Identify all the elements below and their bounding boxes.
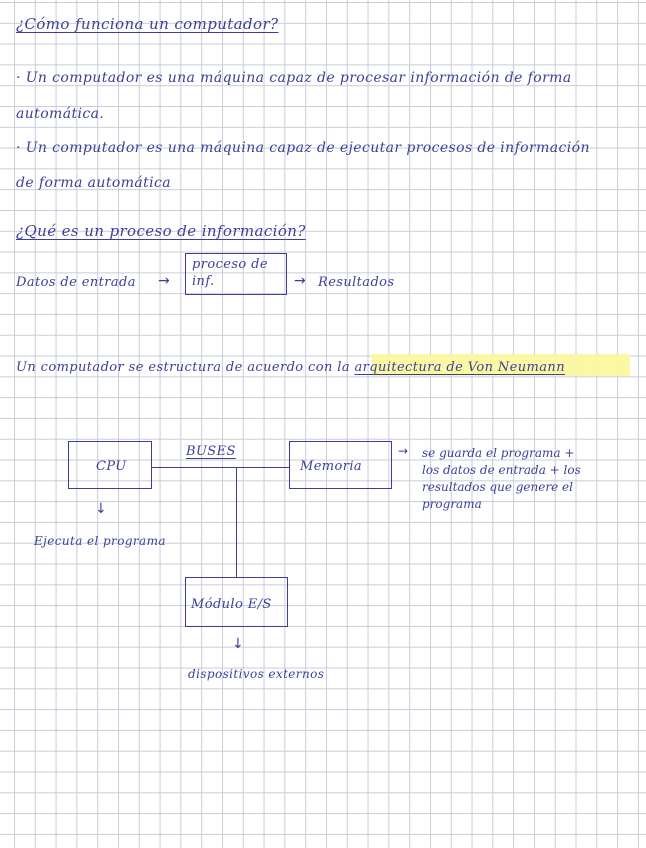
cpu-label: CPU bbox=[96, 459, 127, 474]
arrow-right-icon: → bbox=[398, 444, 409, 458]
io-module-label: Módulo E/S bbox=[191, 597, 272, 612]
cpu-note: Ejecuta el programa bbox=[34, 534, 166, 548]
heading-proceso-informacion: ¿Qué es un proceso de información? bbox=[16, 222, 306, 240]
arrow-down-icon: ↓ bbox=[232, 636, 244, 652]
definition-1-line-2: automática. bbox=[16, 106, 105, 122]
memory-note-line: los datos de entrada + los bbox=[422, 463, 581, 477]
buses-label: BUSES bbox=[186, 444, 236, 459]
sentence-prefix: Un computador se estructura de acuerdo con la bbox=[16, 360, 350, 375]
bus-horizontal-line bbox=[152, 467, 289, 468]
memory-note-line: programa bbox=[422, 497, 482, 511]
memory-label: Memoria bbox=[300, 459, 363, 474]
definition-1-line-1: · Un computador es una máquina capaz de procesar información de forma bbox=[16, 70, 572, 86]
heading-como-funciona: ¿Cómo funciona un computador? bbox=[16, 15, 279, 33]
output-results-label: Resultados bbox=[318, 275, 395, 290]
arrow-down-icon: ↓ bbox=[95, 501, 107, 517]
memory-note-line: se guarda el programa + bbox=[422, 446, 575, 460]
highlighted-architecture: arquitectura de Von Neumann bbox=[354, 360, 565, 375]
io-note: dispositivos externos bbox=[188, 667, 325, 681]
process-box-line-2: inf. bbox=[192, 274, 215, 289]
process-box-line-1: proceso de bbox=[192, 257, 268, 272]
von-neumann-sentence bbox=[16, 360, 565, 375]
arrow-right-icon: → bbox=[294, 273, 306, 289]
memory-note bbox=[422, 445, 581, 513]
definition-2-line-2: de forma automática bbox=[16, 175, 172, 191]
input-data-label: Datos de entrada bbox=[16, 275, 136, 290]
arrow-right-icon: → bbox=[158, 273, 170, 289]
definition-2-line-1: · Un computador es una máquina capaz de ejecutar procesos de información bbox=[16, 140, 590, 156]
bus-vertical-line bbox=[236, 467, 237, 578]
memory-note-line: resultados que genere el bbox=[422, 480, 573, 494]
